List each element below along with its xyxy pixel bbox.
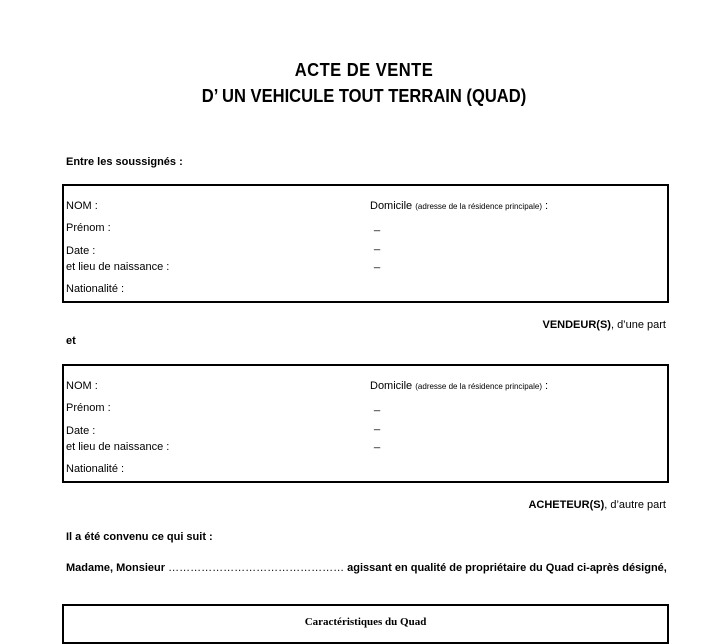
- seller-role-bold: VENDEUR(S): [542, 319, 611, 331]
- agreement-label: Il a été convenu ce qui suit :: [66, 531, 213, 543]
- statement-name-blank[interactable]: …………………………………………: [168, 562, 345, 574]
- seller-role: [543, 319, 667, 331]
- buyer-address-line-1[interactable]: _: [374, 400, 381, 412]
- seller-date-field[interactable]: Date :: [66, 245, 96, 257]
- seller-address-line-2[interactable]: _: [374, 239, 381, 251]
- buyer-role-bold: ACHETEUR(S): [528, 499, 605, 511]
- buyer-role-rest: , d’autre part: [604, 499, 666, 511]
- buyer-date-field[interactable]: Date :: [66, 425, 96, 437]
- buyer-nom-field[interactable]: NOM :: [66, 380, 98, 392]
- document-title-line1: ACTE DE VENTE: [294, 60, 434, 80]
- buyer-domicile-note: (adresse de la résidence principale): [415, 382, 542, 391]
- buyer-box: [62, 364, 669, 483]
- statement-start: Madame, Monsieur: [66, 562, 166, 574]
- statement-end: agissant en qualité de propriétaire du Quad ci-après désigné,: [347, 562, 667, 574]
- document-title-line2: D’ UN VEHICULE TOUT TERRAIN (QUAD): [201, 86, 527, 106]
- seller-role-rest: , d’une part: [610, 319, 666, 331]
- buyer-domicile-colon: :: [545, 380, 549, 392]
- seller-nom-field[interactable]: NOM :: [66, 200, 98, 212]
- seller-address-line-1[interactable]: _: [374, 220, 381, 232]
- seller-prenom-field[interactable]: Prénom :: [66, 222, 111, 234]
- seller-address-line-3[interactable]: _: [374, 257, 381, 269]
- seller-lieu-field[interactable]: et lieu de naissance :: [66, 261, 170, 273]
- buyer-domicile-field[interactable]: [370, 379, 548, 394]
- characteristics-box: [62, 604, 669, 644]
- buyer-role: [528, 499, 666, 511]
- seller-domicile-note: (adresse de la résidence principale): [415, 202, 542, 211]
- buyer-prenom-field[interactable]: Prénom :: [66, 402, 111, 414]
- seller-nationalite-field[interactable]: Nationalité :: [66, 283, 125, 295]
- buyer-nationalite-field[interactable]: Nationalité :: [66, 463, 125, 475]
- seller-domicile-field[interactable]: [370, 199, 548, 214]
- characteristics-title: Caractéristiques du Quad: [304, 616, 427, 628]
- buyer-domicile-label: Domicile: [370, 380, 413, 392]
- and-label: et: [66, 335, 76, 347]
- seller-domicile-label: Domicile: [370, 200, 413, 212]
- intro-label: Entre les soussignés :: [66, 156, 183, 168]
- seller-box: [62, 184, 669, 303]
- buyer-lieu-field[interactable]: et lieu de naissance :: [66, 441, 170, 453]
- seller-domicile-colon: :: [545, 200, 549, 212]
- buyer-address-line-2[interactable]: _: [374, 419, 381, 431]
- buyer-address-line-3[interactable]: _: [374, 437, 381, 449]
- statement-line: [66, 562, 667, 574]
